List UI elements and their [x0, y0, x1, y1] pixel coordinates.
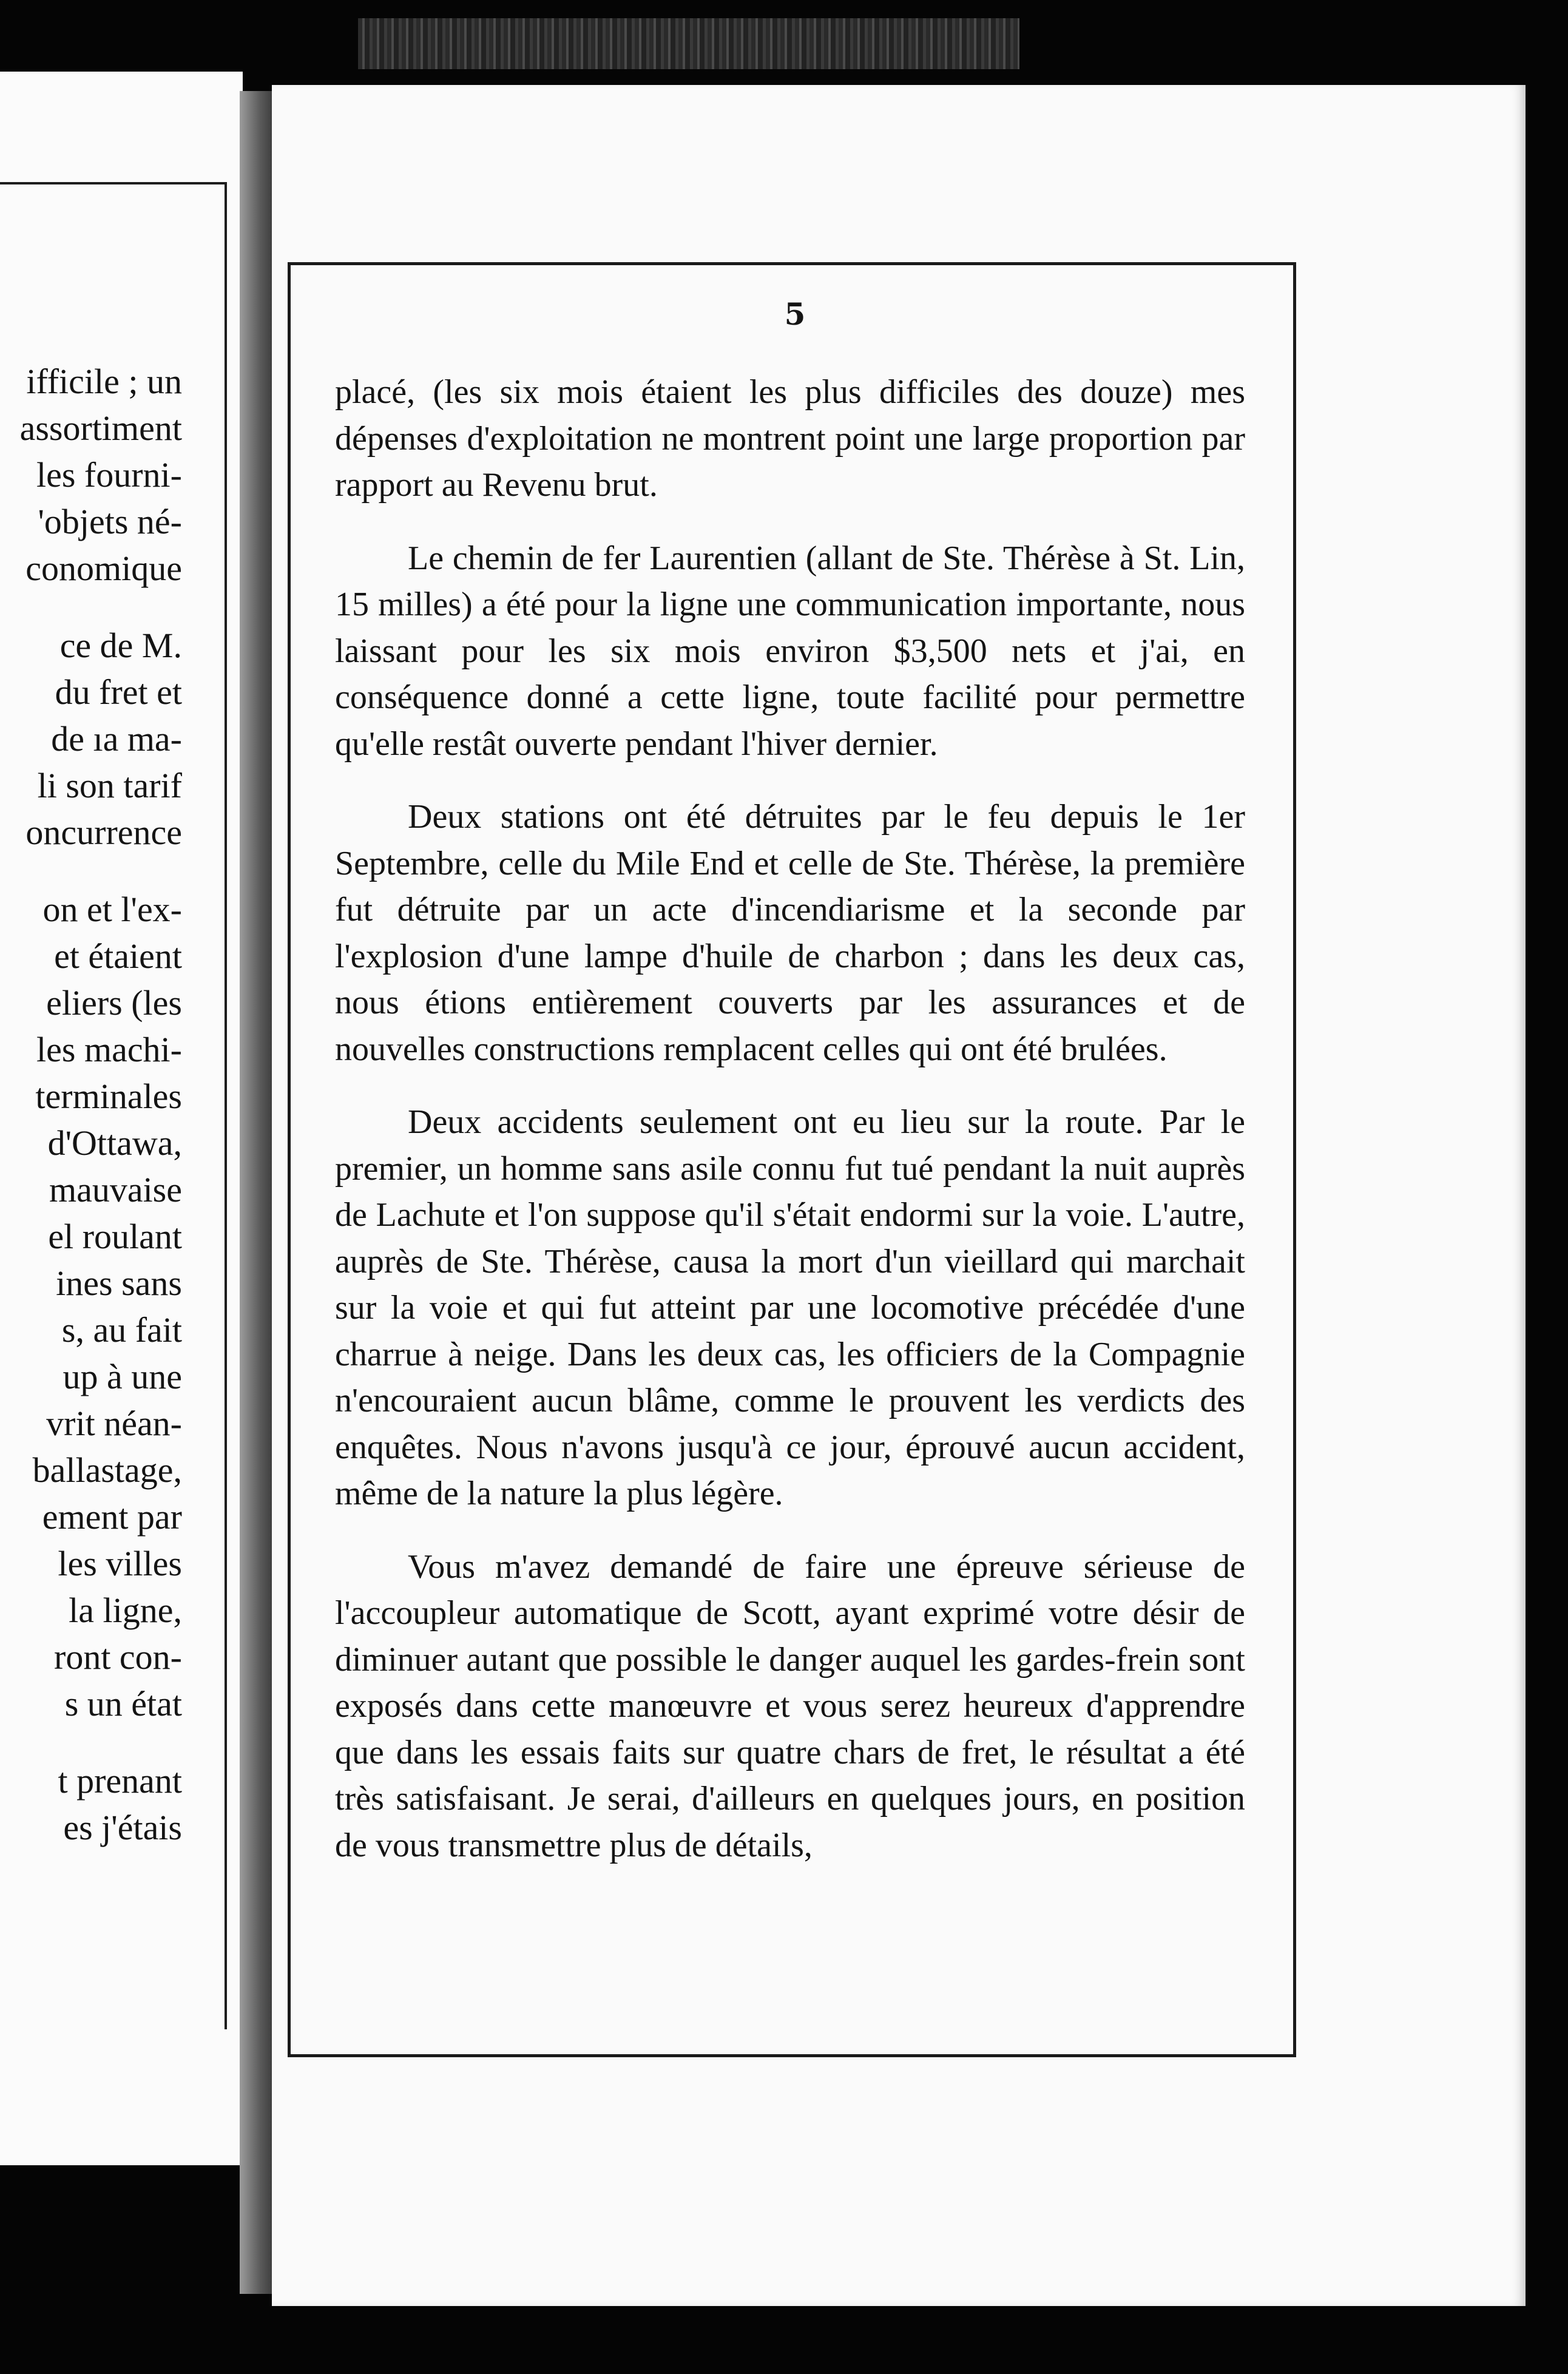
- left-page-line: es j'étais: [63, 1808, 182, 1847]
- paragraph-stations: Deux stations ont été détruites par le feu depuis le 1er Septembre, celle du Mile End et celle de Ste. Thérèse, la première fut détruite par un acte d'incendiarisme et la seconde par l'explosion d'une lampe d'huile de charbon ; dans les deux cas, nous étions entièrement couverts par les assurances et de nouvelles constructions remplacent celles qui ont été brulées.: [335, 798, 1245, 1068]
- left-page-line: t prenant: [58, 1761, 182, 1801]
- left-page-line: ballastage,: [32, 1450, 182, 1490]
- left-page-line: [0, 592, 182, 622]
- page-body: [335, 369, 1245, 1895]
- left-page-line: on et l'ex-: [42, 890, 182, 929]
- paragraph-laurentien: Le chemin de fer Laurentien (allant de Ste. Thérèse à St. Lin, 15 milles) a été pour la ligne une communication importante, nous laissant pour les six mois environ $3,500 nets et j'ai, en conséquence donné a cette ligne, toute facilité pour permettre qu'elle restât ouverte pendant l'hiver dernier.: [335, 539, 1245, 763]
- left-page-line: oncurrence: [25, 813, 182, 852]
- left-page-line: assortiment: [19, 408, 182, 448]
- paragraph-continuation: placé, (les six mois étaient les plus difficiles des douze) mes dépenses d'exploitation ne montrent point une large proportion par rapport au Revenu brut.: [335, 373, 1245, 504]
- left-page-line: la ligne,: [69, 1591, 182, 1630]
- page-number: 5: [784, 296, 806, 332]
- left-page-line: ront con-: [54, 1637, 182, 1677]
- paragraph-accidents: Deux accidents seulement ont eu lieu sur la route. Par le premier, un homme sans asile connu fut tué pendant la nuit auprès de Lachute et l'on suppose qu'il s'était endormi sur la voie. L'autre, auprès de Ste. Thérèse, causa la mort d'un vieillard qui marchait sur la voie et qui fut atteint par une locomotive précédée d'une charrue à neige. Dans les deux cas, les officiers de la Compagnie n'encouraient aucun blâme, comme le prouvent les verdicts des enquêtes. Nous n'avons jusqu'à ce jour, éprouvé aucun accident, même de la nature la plus légère.: [335, 1103, 1245, 1512]
- left-page-line: [0, 1727, 182, 1757]
- left-page-line: mauvaise: [49, 1170, 182, 1209]
- left-page-line: ce de M.: [59, 626, 182, 665]
- left-page-line: conomique: [25, 549, 182, 588]
- left-page-line: les fourni-: [36, 455, 182, 495]
- left-page-line: de ıa ma-: [51, 719, 182, 759]
- left-page-line: vrit néan-: [46, 1404, 182, 1443]
- left-page-line: li son tarif: [37, 766, 182, 805]
- left-page-line: du fret et: [55, 672, 182, 712]
- left-page-line: el roulant: [48, 1217, 182, 1256]
- left-page-line: [0, 856, 182, 886]
- left-page-line: et étaient: [54, 936, 182, 976]
- left-page-line: terminales: [35, 1077, 182, 1116]
- left-page-line: up à une: [63, 1357, 182, 1396]
- left-page-line: d'Ottawa,: [47, 1123, 182, 1163]
- left-page-line: ines sans: [56, 1263, 182, 1303]
- left-page-line: les machi-: [36, 1030, 182, 1069]
- left-page-line: ifficile ; un: [26, 362, 182, 401]
- microfilm-edge: [358, 18, 1019, 69]
- left-page-line: s un état: [64, 1684, 182, 1723]
- left-page-line: eliers (les: [46, 983, 182, 1023]
- left-page-line: les villes: [58, 1544, 182, 1583]
- left-page-text: [0, 358, 182, 1851]
- paragraph-coupler: Vous m'avez demandé de faire une épreuve sérieuse de l'accoupleur automatique de Scott, ayant exprimé votre désir de diminuer autant que possible le danger auquel les gardes-frein sont exposés dans cette manœuvre et vous serez heureux d'apprendre que dans les essais faits sur quatre chars de fret, le résultat a été très satisfaisant. Je serai, d'ailleurs en quelques jours, en position de vous transmettre plus de détails,: [335, 1547, 1245, 1864]
- left-page-line: s, au fait: [61, 1310, 182, 1350]
- left-page-line: 'objets né-: [38, 502, 182, 541]
- left-page-line: ement par: [42, 1497, 182, 1537]
